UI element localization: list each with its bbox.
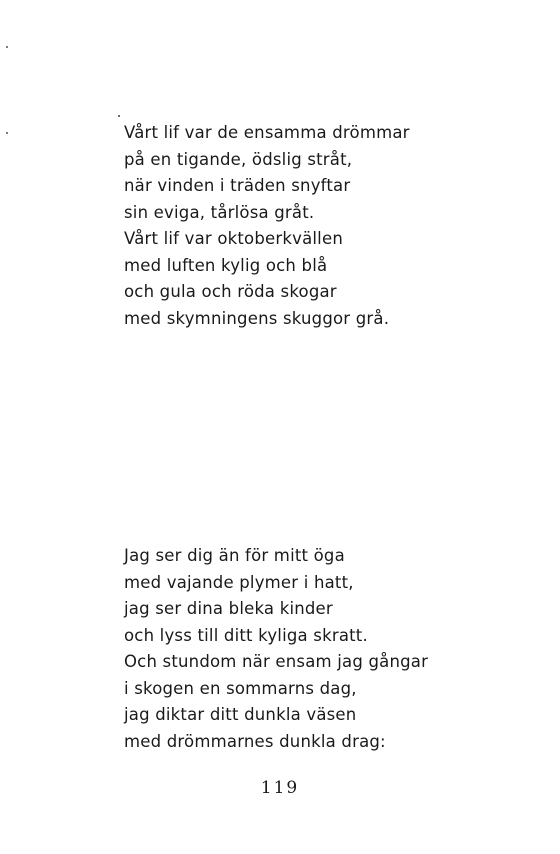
poem-line: i skogen en sommarns dag, (124, 678, 357, 698)
paper-speck (6, 46, 8, 48)
poem-line: med vajande plymer i hatt, (124, 572, 354, 592)
poem-line: med skymningens skuggor grå. (124, 308, 390, 328)
poem-line: och lyss till ditt kyliga skratt. (124, 625, 368, 645)
poem-line: jag diktar ditt dunkla väsen (124, 705, 357, 724)
poem-line: Och stundom när ensam jag gångar (124, 652, 429, 671)
poem-stanza-2 (124, 543, 428, 755)
poem-line: med drömmarnes dunkla drag: (124, 731, 386, 751)
poem-line: sin eviga, tårlösa gråt. (124, 202, 315, 222)
paper-speck (118, 115, 120, 117)
poem-line: när vinden i träden snyftar (124, 176, 351, 195)
poem-line: Vårt lif var oktoberkvällen (124, 229, 343, 248)
paper-speck (6, 132, 8, 134)
poem-stanza-1 (124, 120, 410, 332)
poem-line: och gula och röda skogar (124, 282, 337, 301)
poem-line: på en tigande, ödslig stråt, (124, 149, 353, 169)
poem-line: med luften kylig och blå (124, 255, 328, 275)
poem-line: Jag ser dig än för mitt öga (124, 546, 345, 565)
page-number: 119 (260, 778, 300, 798)
poem-line: Vårt lif var de ensamma drömmar (124, 123, 410, 142)
poem-line: jag ser dina bleka kinder (124, 599, 333, 618)
